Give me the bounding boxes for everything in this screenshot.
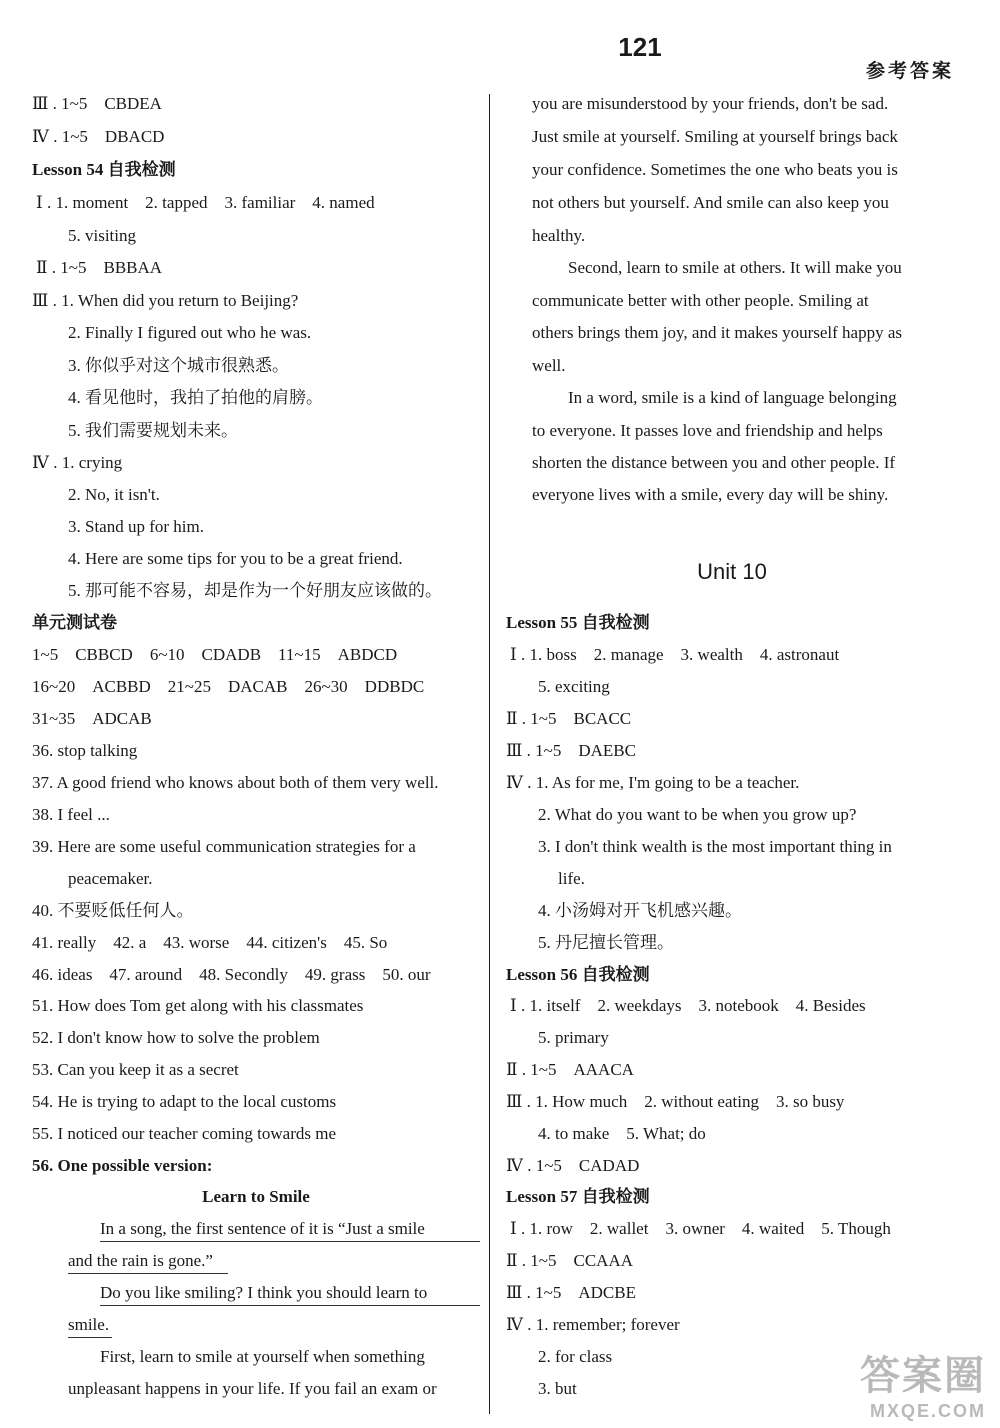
essay-line: healthy.: [532, 226, 586, 245]
answer-line: 39. Here are some useful communication strategies for a: [32, 837, 416, 856]
essay-line: Second, learn to smile at others. It will make you: [568, 258, 902, 277]
underline: [68, 1273, 228, 1274]
answer-line: Ⅲ . 1. When did you return to Beijing?: [32, 291, 299, 310]
answer-line: 2. What do you want to be when you grow up?: [538, 805, 857, 824]
essay-line: In a song, the first sentence of it is “Just a smile: [100, 1219, 425, 1238]
section-heading: 单元测试卷: [32, 613, 117, 632]
answer-line: 1~5 CBBCD 6~10 CDADB 11~15 ABDCD: [32, 645, 398, 664]
underline: [100, 1241, 480, 1242]
answer-line: 4. to make 5. What; do: [538, 1124, 706, 1143]
answer-line: 5. 那可能不容易，却是作为一个好朋友应该做的。: [68, 581, 442, 600]
essay-intro: 56. One possible version:: [32, 1156, 213, 1175]
essay-line: communicate better with other people. Smiling at: [532, 291, 869, 310]
answer-line: Ⅱ . 1~5 AAACA: [506, 1060, 634, 1079]
answer-line: Ⅲ . 1~5 CBDEA: [32, 94, 162, 113]
answer-line: Ⅳ . 1~5 CADAD: [506, 1156, 640, 1175]
watermark-url: MXQE.COM: [869, 1401, 986, 1421]
answer-line: 2. Finally I figured out who he was.: [68, 323, 312, 342]
answer-line: Ⅰ . 1. row 2. wallet 3. owner 4. waited 5. Though: [510, 1219, 891, 1238]
essay-line: well.: [532, 356, 566, 375]
answer-line: Ⅲ . 1. How much 2. without eating 3. so busy: [506, 1092, 845, 1111]
answer-line: 52. I don't know how to solve the problem: [32, 1028, 320, 1047]
answer-line: 3. I don't think wealth is the most important thing in: [538, 837, 892, 856]
answer-line: 4. 看见他时，我拍了拍他的肩膀。: [68, 388, 323, 407]
answer-line: 51. How does Tom get along with his classmates: [32, 996, 364, 1015]
essay-line: not others but yourself. And smile can also keep you: [532, 193, 889, 212]
underline: [68, 1337, 112, 1338]
page-header-title: 参考答案: [865, 60, 954, 82]
essay-line: Do you like smiling? I think you should learn to: [100, 1283, 428, 1302]
essay-line: First, learn to smile at yourself when something: [100, 1347, 425, 1366]
answer-line: 55. I noticed our teacher coming towards me: [32, 1124, 337, 1143]
answer-line: 3. Stand up for him.: [68, 517, 204, 536]
answer-line: 2. No, it isn't.: [68, 485, 160, 504]
answer-line: Ⅰ . 1. itself 2. weekdays 3. notebook 4. Besides: [510, 996, 866, 1015]
essay-line: shorten the distance between you and other people. If: [532, 453, 896, 472]
essay-line: to everyone. It passes love and friendship and helps: [532, 421, 883, 440]
answer-line: 3. 你似乎对这个城市很熟悉。: [68, 356, 289, 375]
answer-line: 38. I feel ...: [32, 805, 110, 824]
answer-line: Ⅱ . 1~5 BBBAA: [36, 258, 163, 277]
answer-line: 40. 不要贬低任何人。: [32, 901, 194, 920]
watermark-text: 答案圈: [860, 1354, 986, 1398]
answer-line: 31~35 ADCAB: [32, 709, 152, 728]
essay-line: Just smile at yourself. Smiling at yourself brings back: [532, 127, 898, 146]
answer-line: 2. for class: [538, 1347, 613, 1366]
answer-line: Ⅱ . 1~5 CCAAA: [506, 1251, 634, 1270]
answer-line: Ⅳ . 1. remember; forever: [506, 1315, 680, 1334]
answer-line: 4. 小汤姆对开飞机感兴趣。: [538, 901, 742, 920]
answer-line: Ⅰ . 1. moment 2. tapped 3. familiar 4. named: [36, 193, 375, 212]
essay-line: everyone lives with a smile, every day will be shiny.: [532, 485, 889, 504]
answer-line: Ⅳ . 1~5 DBACD: [32, 127, 165, 146]
underline: [100, 1305, 480, 1306]
essay-line: smile.: [68, 1315, 110, 1334]
lesson-heading: Lesson 55 自我检测: [506, 613, 650, 632]
answer-line: 5. 丹尼擅长管理。: [538, 933, 674, 952]
essay-line: others brings them joy, and it makes yourself happy as: [532, 323, 902, 342]
essay-title: Learn to Smile: [202, 1187, 310, 1206]
answer-line: 5. 我们需要规划未来。: [68, 421, 238, 440]
essay-line: In a word, smile is a kind of language belonging: [568, 388, 897, 407]
answer-line: Ⅱ . 1~5 BCACC: [506, 709, 632, 728]
answer-line: 36. stop talking: [32, 741, 138, 760]
answer-line: Ⅳ . 1. crying: [32, 453, 123, 472]
page-number: 121: [618, 32, 662, 62]
essay-line: unpleasant happens in your life. If you fail an exam or: [68, 1379, 437, 1398]
answer-line: 53. Can you keep it as a secret: [32, 1060, 239, 1079]
answer-line: Ⅲ . 1~5 ADCBE: [506, 1283, 636, 1302]
answer-line: 3. but: [538, 1379, 577, 1398]
essay-line: you are misunderstood by your friends, don't be sad.: [532, 94, 889, 113]
watermark-logo: [860, 1344, 986, 1422]
unit-title: Unit 10: [697, 559, 767, 584]
answer-line: 5. visiting: [68, 226, 137, 245]
answer-line: 4. Here are some tips for you to be a great friend.: [68, 549, 403, 568]
answer-line: 54. He is trying to adapt to the local customs: [32, 1092, 337, 1111]
lesson-heading: Lesson 54 自我检测: [32, 160, 176, 179]
answer-line: Ⅰ . 1. boss 2. manage 3. wealth 4. astronaut: [510, 645, 840, 664]
essay-line: your confidence. Sometimes the one who beats you is: [532, 160, 898, 179]
answer-line: 5. exciting: [538, 677, 610, 696]
answer-line: 46. ideas 47. around 48. Secondly 49. grass 50. our: [32, 965, 431, 984]
answer-line: Ⅲ . 1~5 DAEBC: [506, 741, 636, 760]
answer-line: peacemaker.: [68, 869, 153, 888]
lesson-heading: Lesson 56 自我检测: [506, 965, 650, 984]
answer-line: 41. really 42. a 43. worse 44. citizen's 45. So: [32, 933, 388, 952]
essay-line: and the rain is gone.”: [68, 1251, 213, 1270]
answer-line: 37. A good friend who knows about both of them very well.: [32, 773, 439, 792]
answer-line: 5. primary: [538, 1028, 609, 1047]
answer-line: life.: [558, 869, 585, 888]
answer-line: Ⅳ . 1. As for me, I'm going to be a teacher.: [506, 773, 800, 792]
answer-line: 16~20 ACBBD 21~25 DACAB 26~30 DDBDC: [32, 677, 425, 696]
column-divider: [489, 94, 490, 1414]
lesson-heading: Lesson 57 自我检测: [506, 1187, 650, 1206]
